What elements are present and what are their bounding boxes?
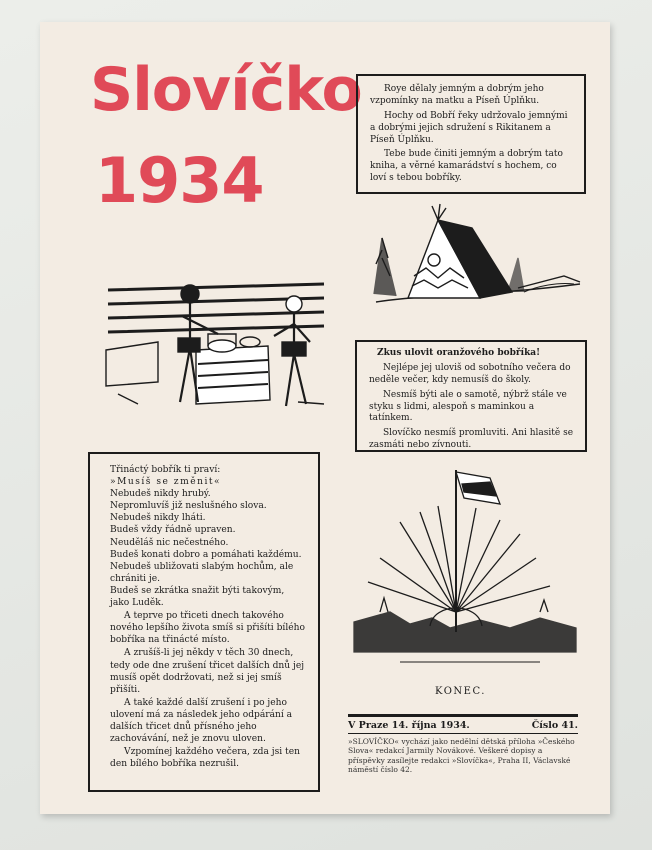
year-title: 1934 <box>95 144 264 217</box>
task-paragraph: Nejlépe jej uloviš od sobotního večera do neděle večer, kdy nemusíš do školy. <box>369 362 571 385</box>
poem-line: Budeš konati dobro a pomáhati každému. <box>110 549 302 560</box>
poem-line: Budeš vždy řádně upraven. <box>110 525 236 536</box>
newspaper-page <box>40 22 610 814</box>
place-date: V Praze 14. října 1934. <box>348 720 470 731</box>
task-heading: Zkus ulovit oranžového bobříka! <box>377 348 541 358</box>
bobrik-rules-box <box>88 452 320 792</box>
intro-box <box>356 74 586 194</box>
poem-line: Nebudeš nikdy lháti. <box>110 513 206 524</box>
end-label: KONEC. <box>435 686 486 697</box>
poem-paragraph: A teprve po třiceti dnech takového nového lepšího života smíš si přišíti bílého bobříka na třinácté místo. <box>110 611 305 646</box>
footer-divider-thin <box>348 733 578 734</box>
task-paragraph: Slovíčko nesmíš promluviti. Ani hlasitě se zasmáti nebo zívnouti. <box>369 428 574 451</box>
poem-line: Nepromluvíš již neslušného slova. <box>110 501 267 512</box>
poem-line: Nebudeš ubližovati slabým hochům, ale chrániti je. <box>110 561 294 584</box>
tent-illustration <box>368 198 588 314</box>
poem-line: Budeš se zkrátka snažit býti takovým, jako Luděk. <box>110 585 285 609</box>
poem-line: Neuděláš nic nečestného. <box>110 537 229 548</box>
intro-paragraph: Tebe bude činiti jemným a dobrým tato kniha, a věrné kamarádství s hochem, co loví s tebou bobříky. <box>370 149 563 184</box>
sunrise-flag-illustration <box>340 462 590 682</box>
issue-number: Číslo 41. <box>531 720 578 731</box>
publication-note: »SLOVÍČKO« vychází jako nedělní dětská příloha »Českého Slova« redakcí Jarmily Novákové. Veškeré dopisy a příspěvky zasílejte redakci »Slovíčka«, Praha II, Václavské náměstí číslo 42. <box>348 737 575 775</box>
footer <box>348 720 578 775</box>
intro-paragraph: Hochy od Bobří řeky udržovalo jemnými a dobrými jejich sdružení s Rikitanem a Píseň Úplňku. <box>370 110 568 145</box>
poem-paragraph: A zrušíš-li jej někdy v těch 30 dnech, tedy ode dne zrušení třicet dalších dnů jej musíš opět dodržovati, než si jej smíš přišíti. <box>110 648 305 695</box>
footer-dateline <box>348 720 578 731</box>
page-title: Slovíčko <box>90 55 362 125</box>
poem-paragraph: A také každé další zrušení i po jeho ulovení má za následek jeho odpárání a dalších třicet dnů přísného jeho zachovávání, než je znovu uloven. <box>110 697 293 745</box>
poem-line: Nebudeš nikdy hrubý. <box>110 489 211 500</box>
cooking-scene-illustration <box>98 254 334 414</box>
footer-divider <box>348 714 578 717</box>
task-box <box>355 340 587 452</box>
poem-line: »Musíš se změnit« <box>110 477 222 488</box>
intro-paragraph: Roye dělaly jemným a dobrým jeho vzpomínky na matku a Píseň Úplňku. <box>370 84 544 106</box>
poem-paragraph: Vzpomínej každého večera, zda jsi ten den bílého bobříka nezrušil. <box>110 747 300 770</box>
poem-line: Třináctý bobřík ti praví: <box>110 465 221 475</box>
task-paragraph: Nesmíš býti ale o samotě, nýbrž stále ve styku s lidmi, alespoň s maminkou a tatínkem. <box>369 389 567 424</box>
